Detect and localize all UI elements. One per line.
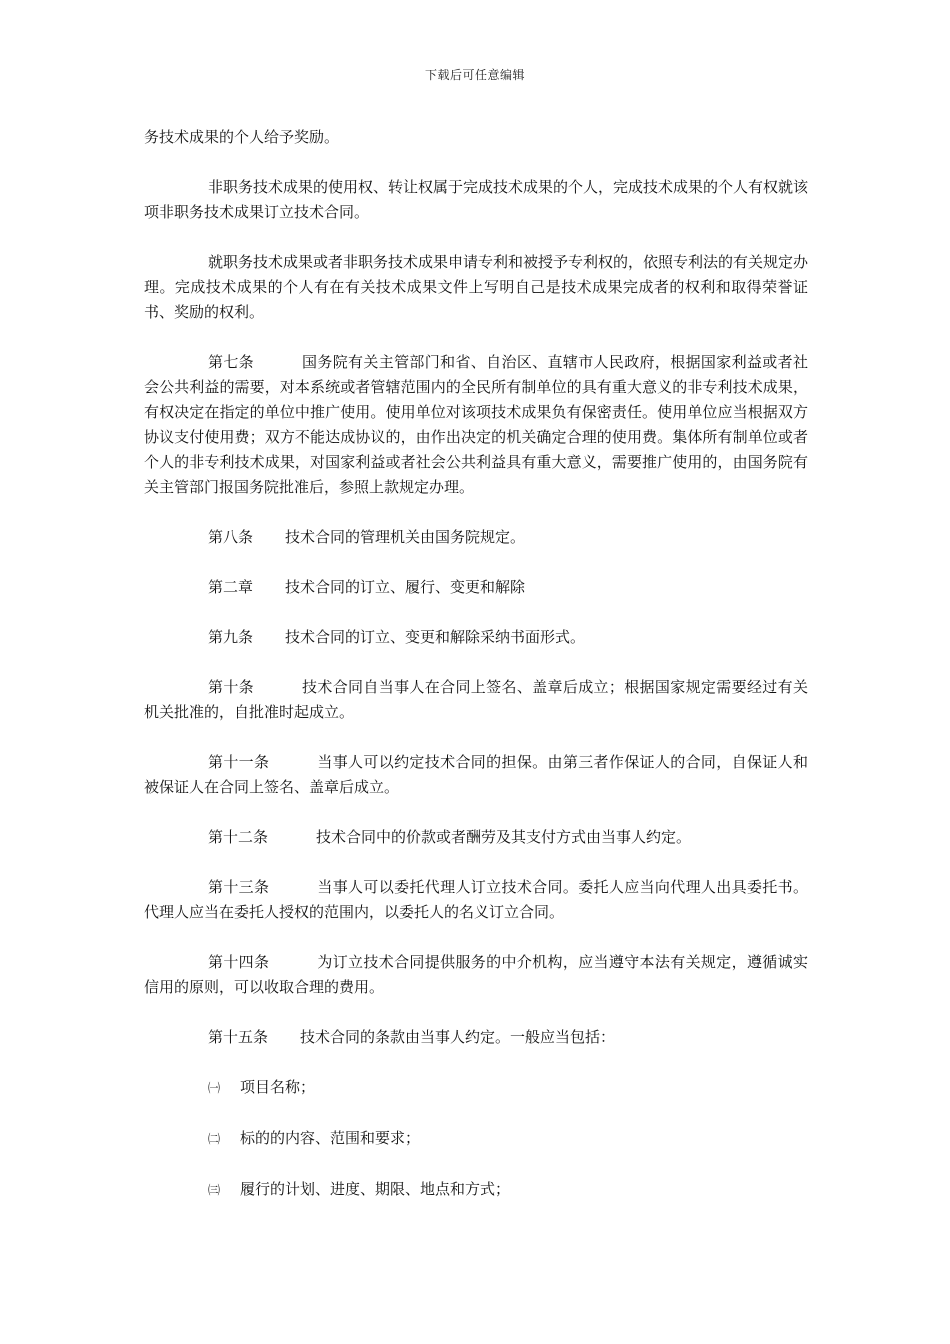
article-text: 为订立技术合同提供服务的中介机构，应当遵守本法有关规定，遵循诚实信用的原则，可以收取合理的费用。 — [144, 953, 808, 996]
list-item-text: 标的的内容、范围和要求； — [240, 1129, 421, 1147]
chapter-2 — [144, 575, 808, 600]
article-10 — [144, 675, 808, 725]
paragraph-patent: 就职务技术成果或者非职务技术成果申请专利和被授予专利权的，依照专利法的有关规定办理。完成技术成果的个人有在有关技术成果文件上写明自己是技术成果完成者的权利和取得荣誉证书、奖励的权利。 — [144, 253, 809, 321]
paragraph-reward: 务技术成果的个人给予奖励。 — [144, 128, 340, 146]
article-number: 第十一条 — [208, 753, 270, 771]
list-item — [208, 1126, 808, 1152]
chapter-number: 第二章 — [208, 578, 254, 596]
article-15 — [144, 1025, 808, 1050]
list-item-marker: ㈡ — [208, 1132, 221, 1146]
article-text: 技术合同的条款由当事人约定。一般应当包括： — [300, 1028, 616, 1046]
article-13 — [144, 875, 808, 925]
page-header: 下载后可任意编辑 — [424, 68, 525, 82]
article-text: 国务院有关主管部门和省、自治区、直辖市人民政府，根据国家利益或者社会公共利益的需要，对本系统或者管辖范围内的全民所有制单位的具有重大意义的非专利技术成果，有权决定在指定的单位中推广使用。使用单位对该项技术成果负有保密责任。使用单位应当根据双方协议支付使用费；双方不能达成协议的，由作出决定的机关确定合理的使用费。集体所有制单位或者个人的非专利技术成果，对国家利益或者社会公共利益具有重大意义，需要推广使用的，由国务院有关主管部门报国务院批准后，参照上款规定办理。 — [144, 353, 808, 496]
list-item-marker: ㈠ — [208, 1081, 221, 1095]
list-item-text: 项目名称； — [240, 1078, 316, 1096]
article-number: 第七条 — [208, 353, 255, 371]
article-number: 第十二条 — [208, 828, 269, 846]
article-number: 第十四条 — [208, 953, 270, 971]
article-number: 第十五条 — [208, 1028, 269, 1046]
article-text: 当事人可以委托代理人订立技术合同。委托人应当向代理人出具委托书。代理人应当在委托人授权的范围内，以委托人的名义订立合同。 — [144, 878, 808, 921]
article-12 — [144, 825, 808, 850]
list-item-marker: ㈢ — [208, 1183, 221, 1197]
document-body — [144, 125, 808, 1228]
article-number: 第九条 — [208, 628, 254, 646]
article-number: 第十条 — [208, 678, 255, 696]
article-number: 第八条 — [208, 528, 254, 546]
list-item — [208, 1075, 808, 1101]
article-text: 技术合同的管理机关由国务院规定。 — [285, 528, 526, 546]
article-14 — [144, 950, 808, 1000]
article-9 — [144, 625, 808, 650]
paragraph-non-duty-rights: 非职务技术成果的使用权、转让权属于完成技术成果的个人，完成技术成果的个人有权就该项非职务技术成果订立技术合同。 — [144, 178, 809, 221]
list-item-text: 履行的计划、进度、期限、地点和方式； — [240, 1180, 511, 1198]
article-text: 技术合同自当事人在合同上签名、盖章后成立；根据国家规定需要经过有关机关批准的，自批准时起成立。 — [144, 678, 808, 721]
article-text: 技术合同中的价款或者酬劳及其支付方式由当事人约定。 — [316, 828, 692, 846]
article-7 — [144, 350, 808, 500]
article-11 — [144, 750, 808, 800]
list-item — [208, 1177, 808, 1203]
chapter-title: 技术合同的订立、履行、变更和解除 — [285, 578, 526, 596]
article-8 — [144, 525, 808, 550]
article-text: 技术合同的订立、变更和解除采纳书面形式。 — [285, 628, 586, 646]
article-number: 第十三条 — [208, 878, 270, 896]
article-text: 当事人可以约定技术合同的担保。由第三者作保证人的合同，自保证人和被保证人在合同上签名、盖章后成立。 — [144, 753, 808, 796]
